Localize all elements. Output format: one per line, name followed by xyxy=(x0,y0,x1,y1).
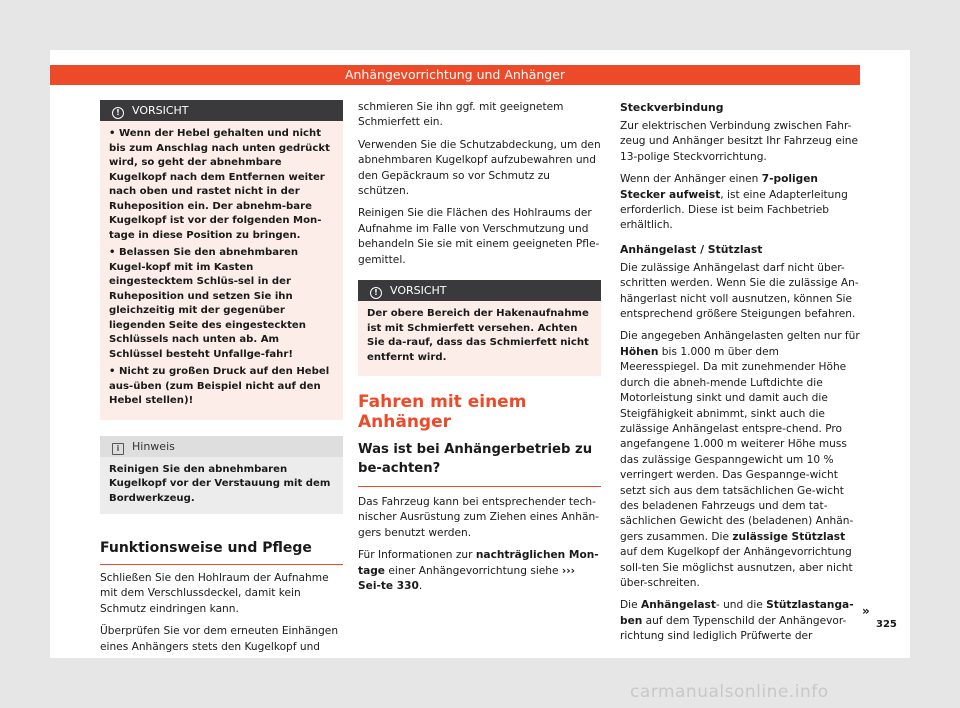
page-reference-link[interactable]: ››› Sei-te 330 xyxy=(358,564,576,593)
heading-anhaengelast: Anhängelast / Stützlast xyxy=(620,242,763,256)
caution-body xyxy=(100,121,343,420)
warning-icon: ! xyxy=(370,287,382,299)
paragraph: schmieren Sie ihn ggf. mit geeignetem Schmierfett ein. xyxy=(358,101,564,129)
caution-item: • Nicht zu großen Druck auf den Hebel aus-üben (zum Beispiel nicht auf den Hebel stellen)! xyxy=(109,366,330,406)
column-middle xyxy=(358,100,601,602)
hint-label: Hinweis xyxy=(132,439,175,453)
paragraph: Reinigen Sie die Flächen des Hohlraums der Aufnahme im Falle von Verschmutzung und behandeln Sie sie mit einem geeigneten Pfle-gemittel. xyxy=(358,207,600,266)
column-left xyxy=(100,100,343,662)
chapter-title: Fahren mit einem Anhänger xyxy=(358,392,527,433)
subsection-title: Was ist bei Anhängerbetrieb zu be-achten? xyxy=(358,440,601,487)
section-title: Funktionsweise und Pflege xyxy=(100,540,343,565)
continue-arrow-icon: » xyxy=(862,604,870,618)
column-right xyxy=(620,100,860,652)
caution-header xyxy=(100,100,343,121)
paragraph: Verwenden Sie die Schutzabdeckung, um den abnehmbaren Kugelkopf aufzubewahren und den Gepäckraum so vor Schmutz zu schützen. xyxy=(358,138,601,198)
caution-item: • Belassen Sie den abnehmbaren Kugel-kopf mit im Kasten eingestecktem Schlüs-sel in der Ruheposition und setzen Sie ihn gleichzeitig mit der gegenüber liegenden Seite des eingesteckten Schlüssels nach unten ab. Am Schlüssel besteht Unfallge-fahr! xyxy=(109,247,306,360)
caution-box xyxy=(100,100,343,420)
caution-body xyxy=(358,301,601,376)
page-header: Anhängevorrichtung und Anhänger xyxy=(50,65,860,85)
hint-header xyxy=(100,436,343,457)
caution-item: • Wenn der Hebel gehalten und nicht bis zum Anschlag nach unten gedrückt wird, so geht der abnehmbare Kugelkopf nach dem Entfernen weiter nach oben und rastet nicht in der Ruheposition ein. Der abnehm-bare Kugelkopf ist vor der folgenden Mon-tage in diese Position zu bringen. xyxy=(109,128,330,241)
caution-label: VORSICHT xyxy=(132,104,189,117)
hint-box xyxy=(100,436,343,515)
caution-box xyxy=(358,280,601,376)
paragraph: Wenn der Anhänger einen 7-poligen Stecker aufweist, ist eine Adapterleitung erforderlich. Diese ist beim Fachbetrieb erhältlich. xyxy=(620,173,848,232)
paragraph: Zur elektrischen Verbindung zwischen Fahr-zeug und Anhänger besitzt Ihr Fahrzeug eine 13-polige Steckvorrichtung. xyxy=(620,120,859,163)
heading-steckverbindung: Steckverbindung xyxy=(620,101,724,114)
paragraph: Schließen Sie den Hohlraum der Aufnahme mit dem Verschlussdeckel, damit kein Schmutz eindringen kann. xyxy=(100,572,329,615)
hint-body xyxy=(100,457,343,515)
paragraph: Das Fahrzeug kann bei entsprechender tech-nischer Ausrüstung zum Ziehen eines Anhän-gers benutzt werden. xyxy=(358,496,599,539)
paragraph-reference: Für Informationen zur nachträglichen Mon-tage einer Anhängevorrichtung siehe ››› Sei-te 330. xyxy=(358,549,599,593)
paragraph: Überprüfen Sie vor dem erneuten Einhängen eines Anhängers stets den Kugelkopf und xyxy=(100,625,339,653)
info-icon: i xyxy=(112,443,124,455)
caution-header xyxy=(358,280,601,301)
warning-icon: ! xyxy=(112,107,124,119)
paragraph: Die Anhängelast- und die Stützlastanga-ben auf dem Typenschild der Anhängevor-richtung sind lediglich Prüfwerte der xyxy=(620,599,854,643)
caution-text: Der obere Bereich der Hakenaufnahme ist mit Schmierfett versehen. Achten Sie da-rauf, dass das Schmierfett nicht entfernt wird. xyxy=(367,308,589,363)
page-number: 325 xyxy=(876,619,897,630)
paragraph: Die zulässige Anhängelast darf nicht über-schritten werden. Wenn Sie die zulässige An-hängerlast nicht voll ausnutzen, können Sie entsprechend größere Steigungen befahren. xyxy=(620,261,859,321)
caution-label: VORSICHT xyxy=(390,284,447,298)
paragraph: Die angegeben Anhängelasten gelten nur für Höhen bis 1.000 m über dem Meeresspiegel. Da mit zunehmender Höhe durch die abneh-mende Luftdichte die Motorleistung sinkt und damit auch die Steigfähigkeit abnimmt, sinkt auch die zulässige Anhängelast entspre-chend. Pro angefangene 1.000 m weiterer Höhe muss das zulässige Gespanngewicht um 10 % verringert werden. Das Gespannge-wicht setzt sich aus dem tatsächlichen Ge-wicht des beladenen Fahrzeugs und dem tat-sächlichen Gewicht des (beladenen) Anhän-gers zusammen. Die zulässige Stützlast auf dem Kugelkopf der Anhängevorrichtung soll-ten Sie möglichst ausnutzen, aber nicht über-schreiten. xyxy=(620,330,860,589)
hint-text: Reinigen Sie den abnehmbaren Kugelkopf vor der Verstauung mit dem Bordwerkzeug. xyxy=(109,463,331,504)
watermark: carmanualsonline.info xyxy=(630,682,829,702)
